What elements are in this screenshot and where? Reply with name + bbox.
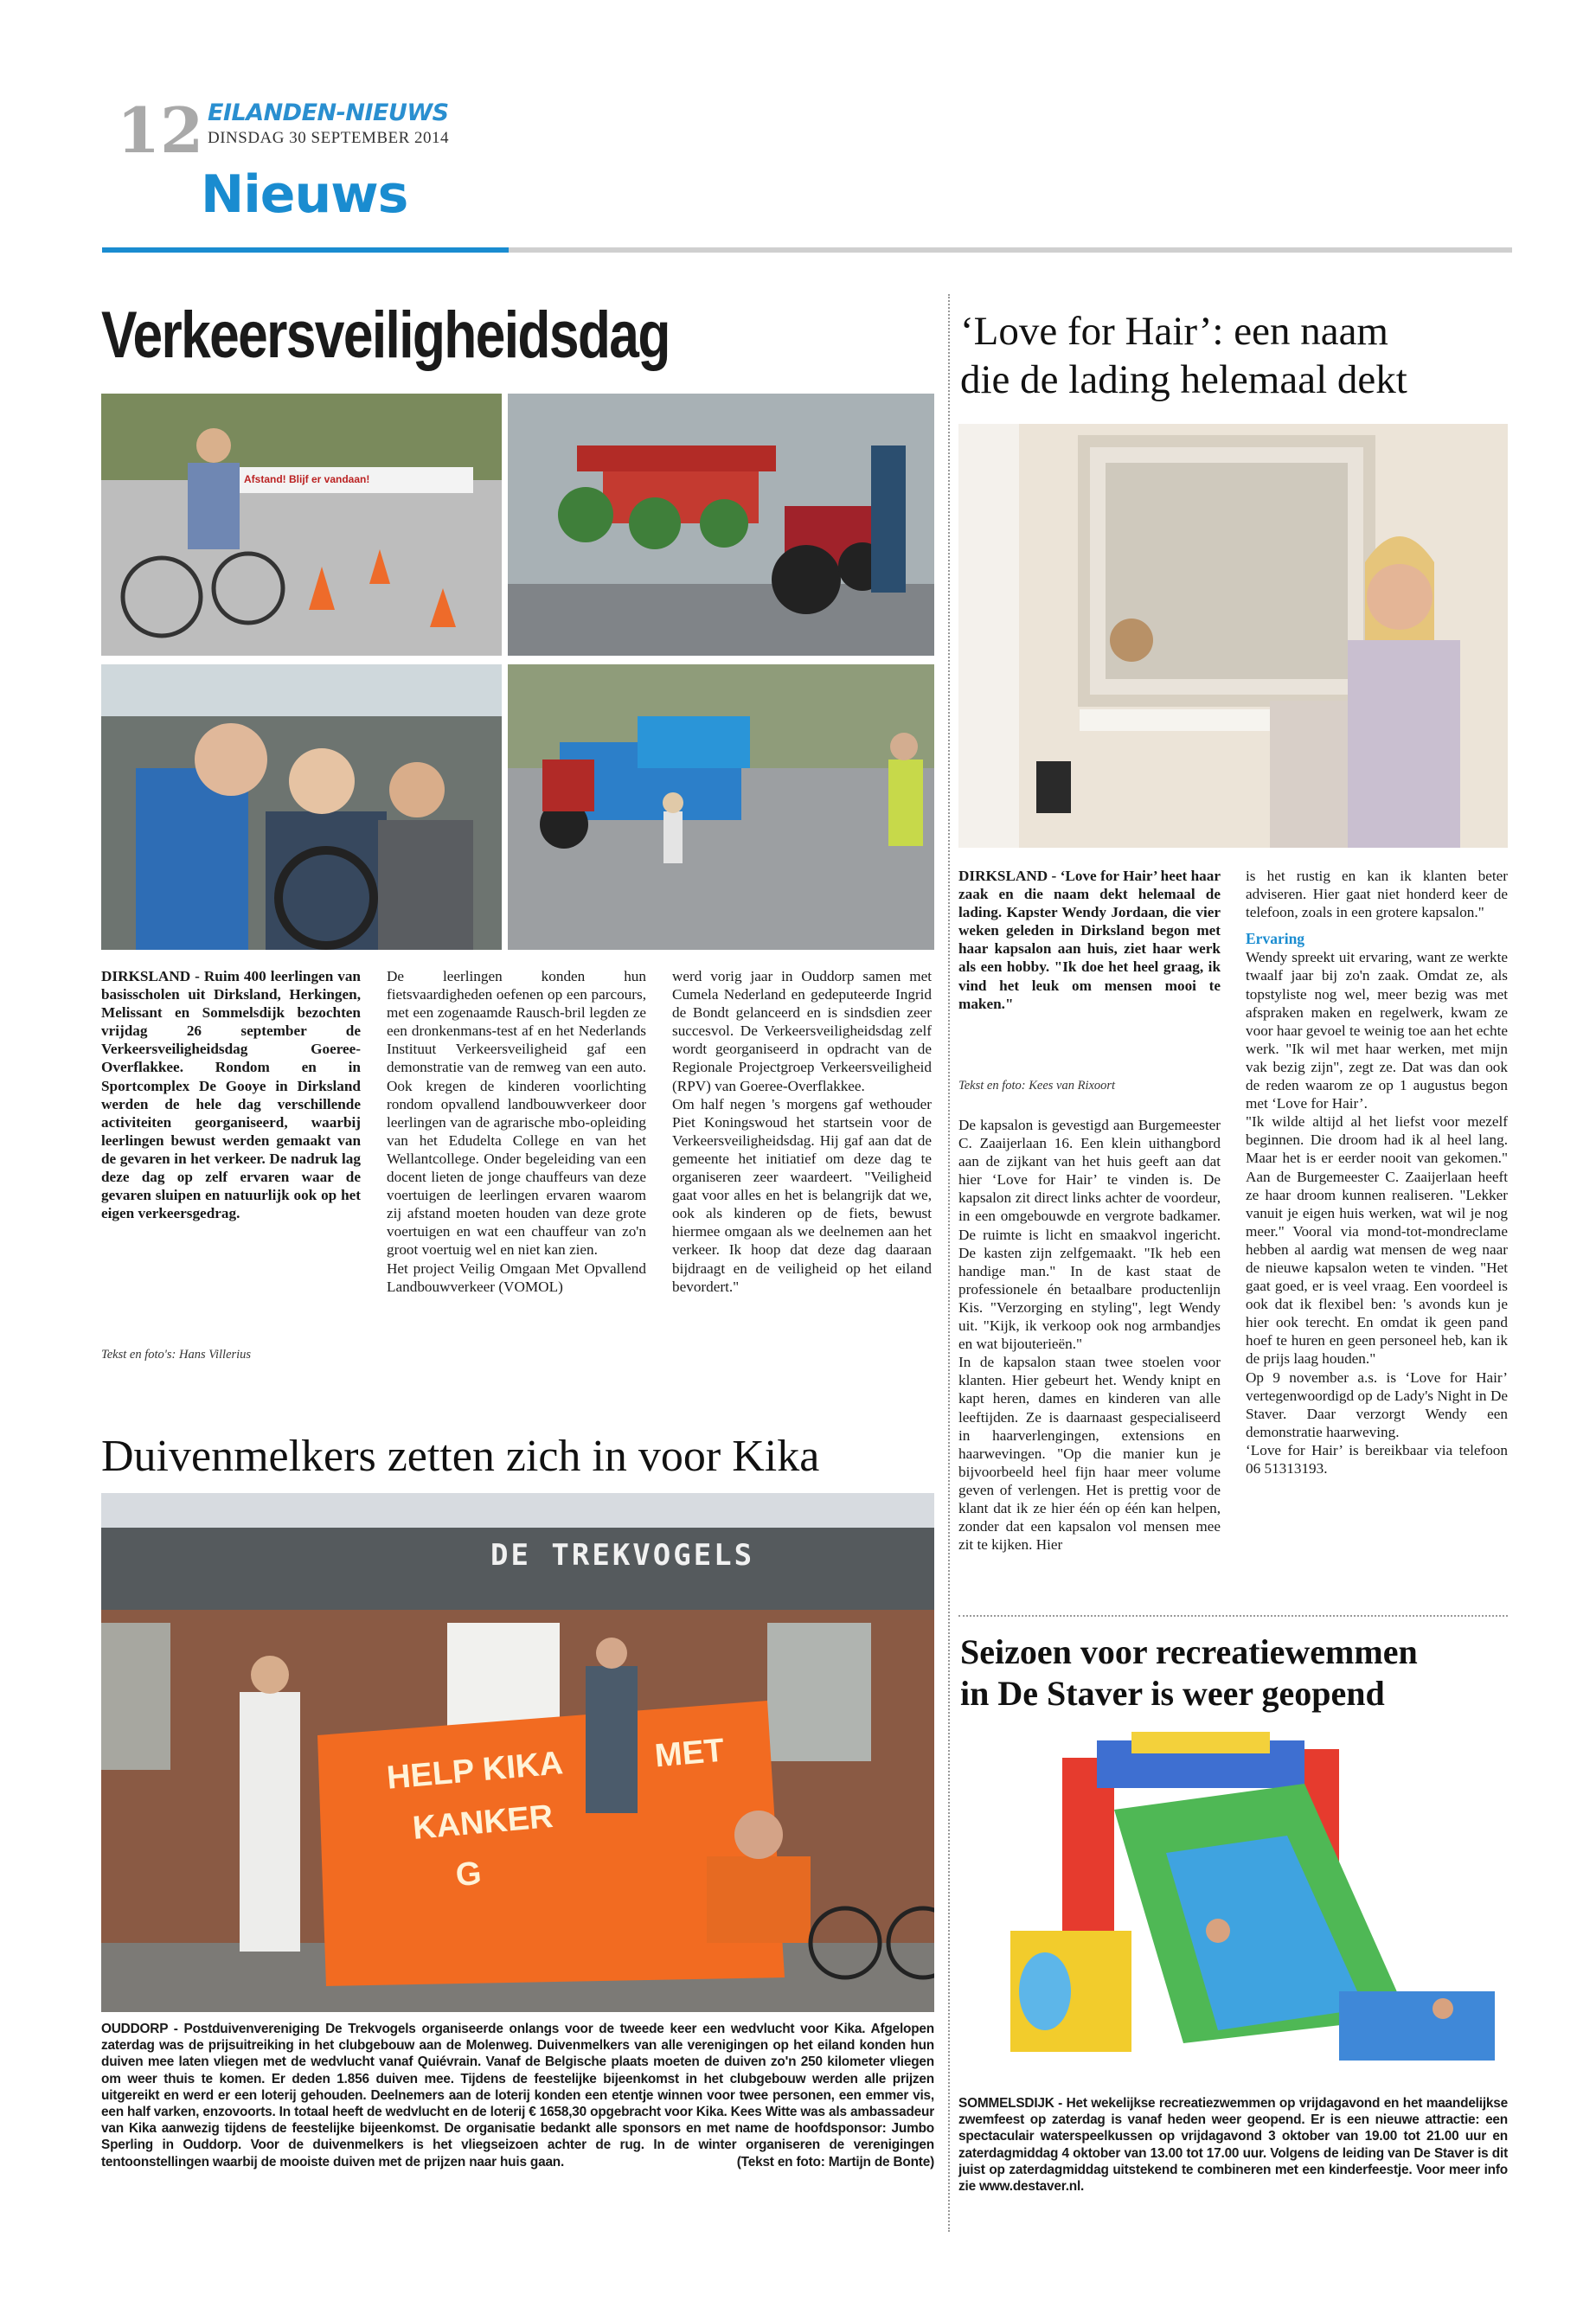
article4-headline [960, 1631, 1418, 1715]
dateline: DINSDAG 30 SEPTEMBER 2014 [208, 129, 450, 147]
photo-inflatable-waterslide [958, 1732, 1508, 2086]
flag-text-4: G [454, 1855, 484, 1894]
article4-headline-line1: Seizoen voor recreatiewemmen [960, 1632, 1418, 1671]
clubhouse-sign: DE TREKVOGELS [490, 1538, 755, 1573]
article3-caption [101, 2021, 934, 2170]
article1-col2-para2: Het project Veilig Omgaan Met Opvallend Landbouwverkeer (VOMOL) [387, 1259, 646, 1295]
photo-blue-tractor [508, 664, 934, 950]
article2-col1-para2: In de kapsalon staan twee stoelen voor klanten. Hier gebeurt het. Wendy knipt en kapt heren, dames en kinderen van alle leeftijden. Ze is daarnaast gespecialiseerd in haarverlengingen, extensions en haarwevingen. "Op die manier kun je bijvoorbeeld heel fijn haar meer volume geven of verlengen. Het is prettig voor de klant dat ik ze hier één op één kan helpen, zonder dat een kapsalon vol mensen mee zit te kijken. Hier [958, 1354, 1221, 1554]
article4-caption: SOMMELSDIJK - Het wekelijkse recreatiezwemmen op vrijdagavond en het maandelijkse zwemfeest op zaterdag is vanaf heden weer geopend. Er is een nieuwe attractie: een spectaculair waterspeelkussen op vrijdagavond 3 oktober van 19.00 tot 21.00 uur en zaterdagmiddag 4 oktober van 13.00 tot 17.00 uur. Volgens de leiding van De Staver is dit juist op zaterdagmiddag uitstekend te combineren met een kinderfeestje. Voor meer info zie www.destaver.nl. [958, 2096, 1508, 2195]
article1-col2 [387, 967, 646, 1296]
flag-text-2: MET [653, 1732, 726, 1775]
article3-credit: (Tekst en foto: Martijn de Bonte) [736, 2154, 934, 2170]
article1-credit: Tekst en foto's: Hans Villerius [101, 1348, 252, 1362]
article2-headline-line2: die de lading helemaal dekt [960, 357, 1407, 402]
article1-lead: DIRKSLAND - Ruim 400 leerlingen van basisscholen uit Dirksland, Herkingen, Melissant en Sommelsdijk bezochten vrijdag 26 september de Verkeersveiligheidsdag Goeree-Overflakkee. Rondom en in Sportcomplex De Gooye in Dirksland werden de hele dag verschillende activiteiten georganiseerd, waarbij leerlingen bewust werden gemaakt van de gevaren in het verkeer. De nadruk lag deze dag op zelf ervaren waar de gevaren sluipen en natuurlijk ook op het eigen verkeersgedrag. [101, 968, 361, 1222]
article2-subhead: Ervaring [1246, 930, 1305, 948]
article1-col3-para2: Om half negen 's morgens gaf wethouder Piet Koningswoud het startsein voor de Verkeersveiligheidsdag. Hij gaf aan dat de gemeente het initiatief om deze dag te organiseren zeer waardeert. "Veiligheid gaat voor alles en het is belangrijk dat we, ook als kinderen op de fiets, bewust hiermee omgaan als we deelnemen aan het verkeer. Ik hoop dat deze dag daaraan bijdraagt en de veiligheid op het eiland bevordert." [672, 1095, 932, 1295]
article3-headline: Duivenmelkers zetten zich in voor Kika [101, 1432, 820, 1481]
article2-headline [960, 307, 1407, 404]
column-divider [948, 294, 950, 2232]
article2-col1-para1: De kapsalon is gevestigd aan Burgemeester C. Zaaijerlaan 16. Een klein uithangbord aan de zijkant van het huis geeft aan dat hier ‘Love for Hair’ te vinden is. De kapsalon zit direct links achter de voordeur, in een omgebouwde en vergrote badkamer. De ruimte is licht en smaakvol ingericht. De kasten zijn zelfgemaakt. "Ik heb een handige man." In de kast staat de professionele én betaalbare productenlijn Kis. "Verzorging en styling", legt Wendy uit. "Kijk, ik verkoop ook nog armbandjes en wat bijouterieën." [958, 1117, 1221, 1353]
article2-lead: DIRKSLAND - ‘Love for Hair’ heet haar zaak en die naam dekt helemaal de lading. Kapster Wendy Jordaan, die vier weken geleden in Dirksland begon met haar kapsalon aan huis, ziet haar werk als een hobby. "Ik doe het heel graag, ik vind het leuk om mensen mooi te maken." [958, 868, 1221, 1012]
photo-trekvogels-group [101, 1493, 934, 2012]
article1-credit-wrap [101, 1346, 361, 1364]
article4-headline-line2: in De Staver is weer geopend [960, 1674, 1385, 1713]
article3-caption-text: OUDDORP - Postduivenvereniging De Trekvogels organiseerde onlangs voor de tweede keer een wedvlucht voor Kika. Afgelopen zaterdag was de prijsuitreiking in het clubgebouw aan de Molenweg. Duivenmelkers van alle verenigingen op het eiland konden hun duiven mee laten vliegen met de wedvlucht vanaf Quiévrain. Vanaf de Belgische plaats moeten de duiven zo'n 250 kilometer vliegen om weer thuis te komen. Er deden 1.856 duiven mee. Tijdens de feestelijke bijeenkomst in het clubgebouw werden alle prijzen uitgereikt en werd er een loterij gehouden. Deelnemers aan de loterij konden een etentje winnen voor twee personen, een emmer vis, een half varken, enzovoorts. In totaal heeft de wedvlucht en de loterij € 1658,30 opgebracht voor Kika. Kees Witte was als ambassadeur van Kika aanwezig tijdens de feestelijke bijeenkomst. De organisatie bedankt alle sponsors en met name de hoofdsponsor: Jumbo Sperling in Ouddorp. Voor de duivenmelkers is het vliegseizoen achter de rug. In de winter organiseren de verenigingen tentoonstellingen waarbij de mooiste duiven met de prijzen naar huis gaan. [101, 2022, 934, 2170]
article1-col3-para1: werd vorig jaar in Ouddorp samen met Cumela Nederland en gedeputeerde Ingrid de Bondt gelanceerd en is sindsdien zeer succesvol. De Verkeersveiligheidsdag zelf wordt georganiseerd in opdracht van de Regionale Projectgroep Verkeersveiligheid (RPV) van Goeree-Overflakkee. [672, 968, 932, 1094]
banner-text: Afstand! Blijf er vandaan! [244, 473, 370, 485]
photo-hairdresser [958, 424, 1508, 848]
article2-credit-wrap [958, 1077, 1221, 1095]
article1-col3 [672, 967, 932, 1296]
photo-tractor-plough [508, 394, 934, 656]
article2-col2-para5: ‘Love for Hair’ is bereikbaar via telefoon 06 51313193. [1246, 1441, 1508, 1477]
article2-col2-para3: "Ik wilde altijd al het liefst voor mezelf beginnen. Die droom had ik al heel lang. Maar het is er eerder nooit van gekomen." Aan de Burgemeester C. Zaaijerlaan heeft ze haar droom kunnen realiseren. "Lekker vanuit je eigen huis werken, wat wil je nog meer." Vooral via mond-tot-mondreclame hebben al aardig wat mensen de weg naar de nieuwe kapsalon weten te vinden. "Het gaat goed, er is veel vraag. Een voordeel is ook dat ik flexibel ben: 's avonds kun je hier ook terecht. En omdat ik geen pand hoef te huren en geen personeel heb, kan ik de prijs laag houden." [1246, 1113, 1508, 1368]
article2-col1 [958, 1116, 1221, 1554]
article2-col2-para4: Op 9 november a.s. is ‘Love for Hair’ vertegenwoordigd op de Lady's Night in De Staver. Daar verzorgt Wendy een demonstratie haarweving. [1246, 1368, 1508, 1440]
article2-col2-para2: Wendy spreekt uit ervaring, want ze werkte twaalf jaar bij zo'n zaak. Omdat ze, als topstyliste nog wel, meer bezig was met afspraken maken en regelwerk, kwam ze voor haar gevoel te weinig toe aan het echte werk. "Ik wil met haar werken, met mijn vak bezig zijn", zegt ze. Dat was dan ook de reden waarom ze op 1 augustus begon met ‘Love for Hair’. [1246, 949, 1508, 1112]
page-number: 12 [117, 93, 204, 167]
article2-credit: Tekst en foto: Kees van Rixoort [958, 1079, 1116, 1093]
section-rule [509, 247, 1512, 253]
section-title: Nieuws [201, 164, 408, 225]
article1-col2-para1: De leerlingen konden hun fietsvaardigheden oefenen op een parcours, met een zogenaamde Rausch-bril legden ze een dronkenmans-test af en het Nederlands Instituut Verkeersveiligheid gaf een demonstratie van de remweg van een auto. Ook kregen de kinderen voorlichting rondom opvallend landbouwverkeer door leerlingen van de agrarische mbo-opleiding van het Edudelta College en van het Wellantcollege. Onder begeleiding van een docent lieten de jonge chauffeurs van deze voertuigen de leerlingen ervaren waarom zij afstand moeten houden van deze grote voertuigen en wat een chauffeur van zo'n groot voertuig wel en niet kan zien. [387, 968, 646, 1259]
article2-col2 [1246, 867, 1508, 1477]
photo-children-in-tractor [101, 664, 502, 950]
article2-headline-line1: ‘Love for Hair’: een naam [960, 309, 1388, 354]
article1-headline: Verkeersveiligheidsdag [101, 298, 670, 372]
article2-col2-para1: is het rustig en kan ik klanten beter adviseren. Hier gaat niet honderd keer de telefoon, zoals in een grotere kapsalon." [1246, 868, 1508, 921]
flag-text-1: HELP KIKA [385, 1745, 565, 1797]
section-rule-accent [102, 247, 509, 253]
masthead-logo: EILANDEN-NIEUWS [208, 99, 449, 126]
article-divider [958, 1615, 1508, 1617]
flag-text-3: KANKER [411, 1798, 555, 1848]
photo-bicycle-course [101, 394, 502, 656]
